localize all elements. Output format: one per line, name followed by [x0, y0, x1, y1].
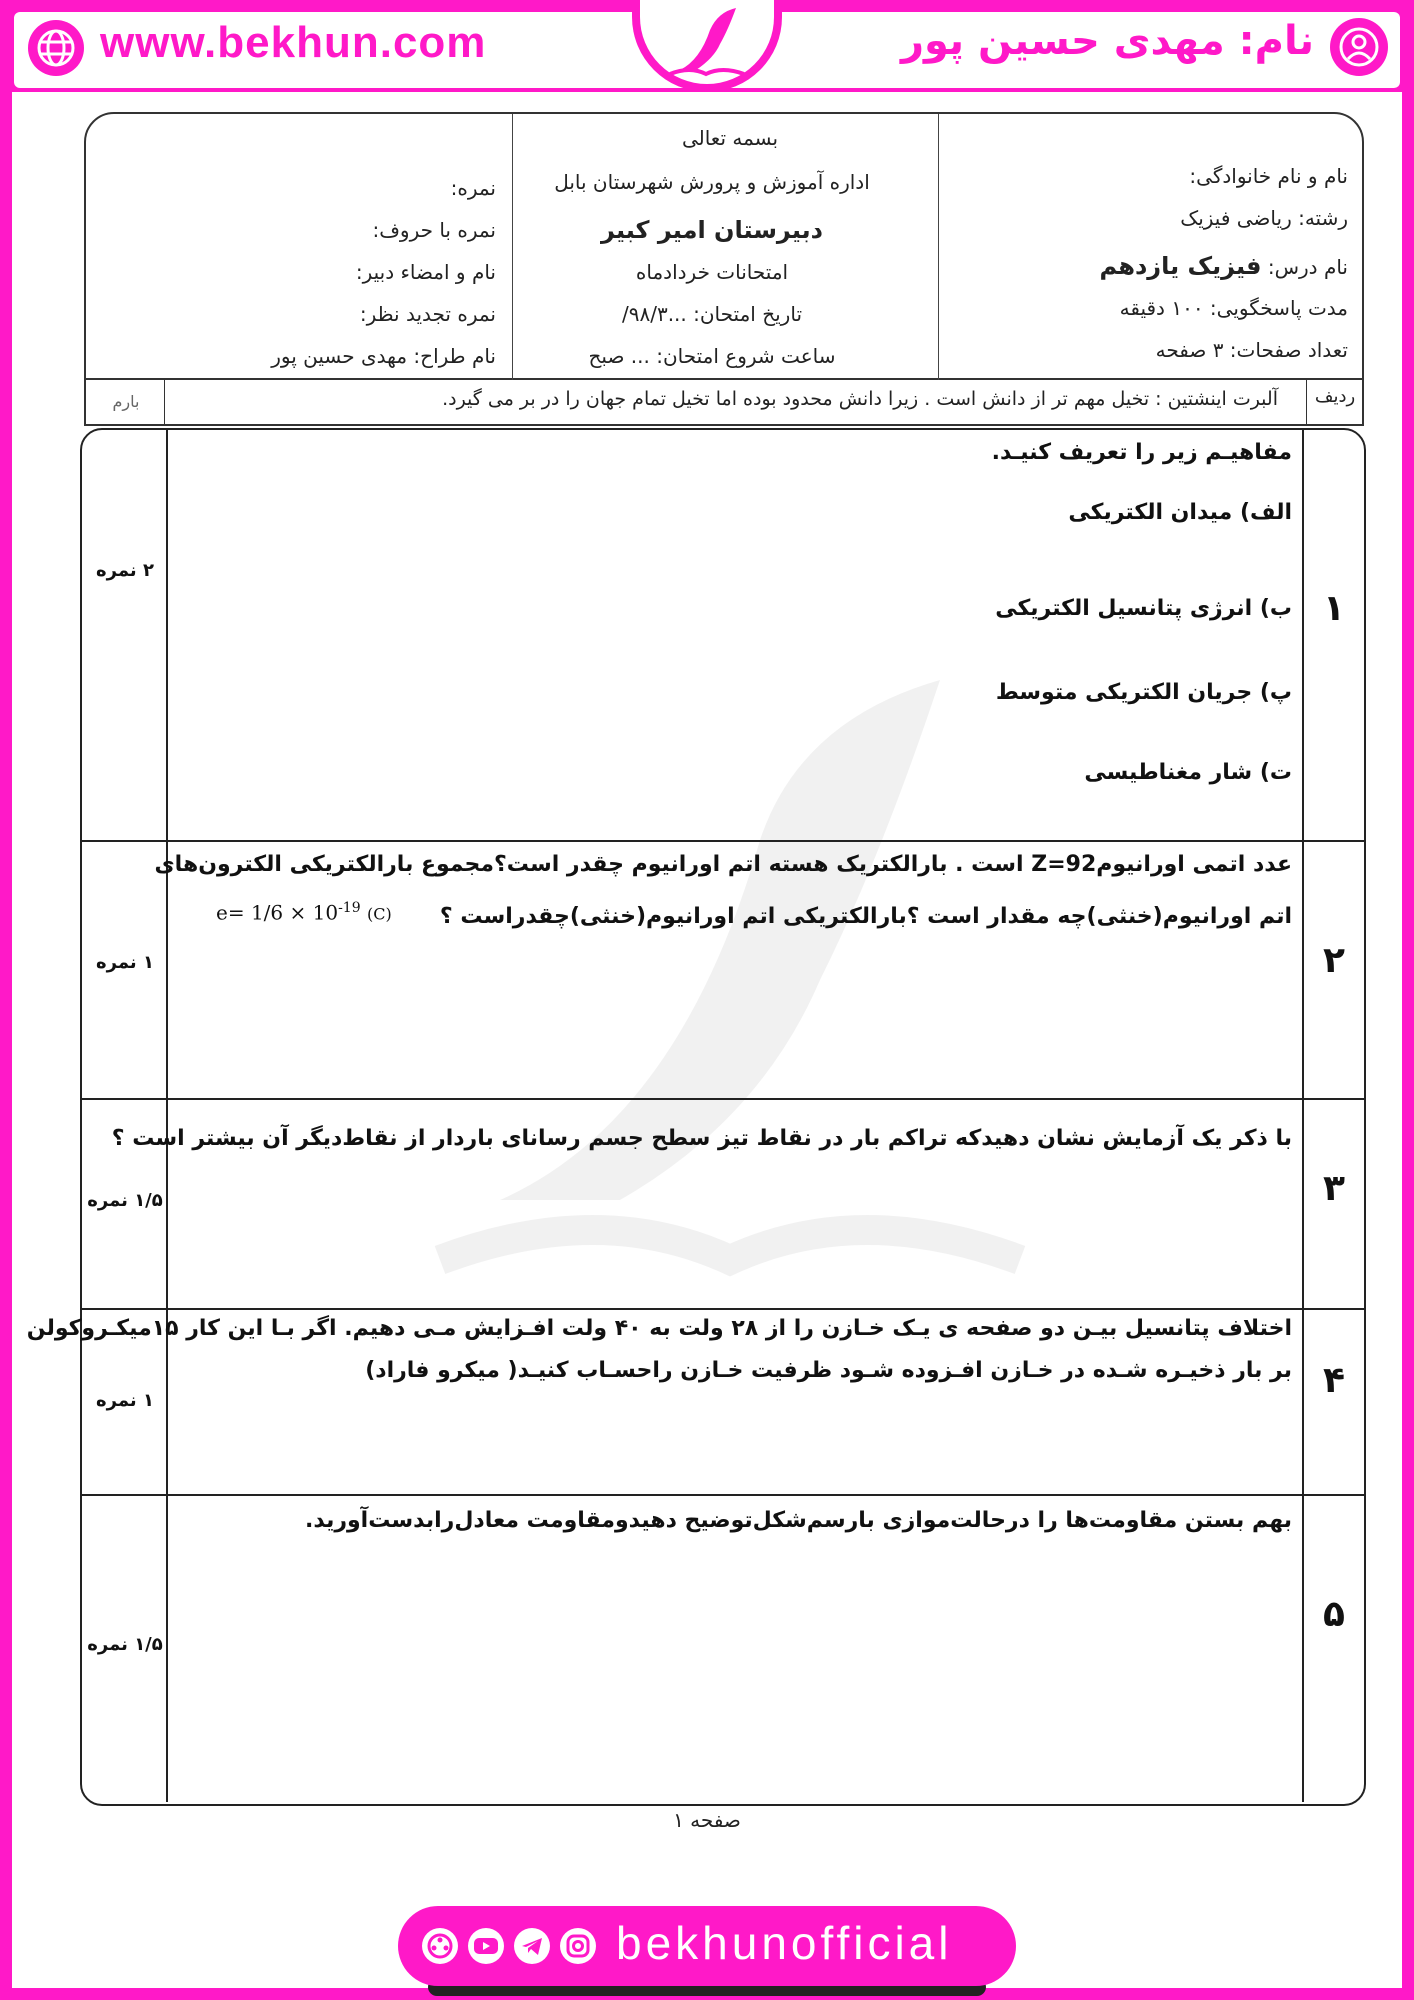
feather-book-icon: [640, 0, 774, 84]
exam-date: تاریخ امتحان: ...۹۸/۳/: [621, 302, 803, 326]
review-label: نمره تجدید نظر:: [359, 302, 496, 326]
exam-time: ساعت شروع امتحان: ... صبح: [588, 344, 836, 368]
brand-logo-inner: [640, 0, 774, 84]
exam-session: امتحانات خردادماه: [635, 260, 789, 284]
page-number: صفحه ۱: [673, 1808, 741, 1832]
youtube-icon[interactable]: [468, 1928, 504, 1964]
author-name: نام: مهدی حسین پور: [900, 18, 1314, 64]
grade-label: نمره:: [450, 176, 496, 200]
instagram-icon[interactable]: [560, 1928, 596, 1964]
site-url[interactable]: www.bekhun.com: [100, 18, 487, 67]
telegram-icon[interactable]: [514, 1928, 550, 1964]
einstein-quote: آلبرت اینشتین : تخیل مهم تر از دانش است . زیرا دانش محدود بوده اما تخیل تمام جهان را در بر می گیرد.: [442, 388, 1278, 410]
school-name: دبیرستان امیر کبیر: [601, 216, 823, 244]
question-number: ۱: [1323, 588, 1345, 629]
question-number: ۳: [1323, 1168, 1345, 1209]
question-text: اختلاف پتانسیل بیـن دو صفحه ی یـک خـازن را از ۲۸ ولت به ۴۰ ولت افـزایش مـی دهیم. اگر بـا این کار ۱۵میکـروکولن: [26, 1316, 1292, 1341]
question-item: ت) شار مغناطیسی: [1084, 760, 1292, 785]
question-score: ۱/۵ نمره: [87, 1190, 163, 1211]
question-text: بهم بستن مقاومت‌ها را درحالت‌موازی بارسم‌شکل‌توضیح دهیدومقاومت معادل‌رابدست‌آورید.: [305, 1508, 1292, 1533]
social-handle[interactable]: bekhunofficial: [616, 1917, 953, 1969]
bismillah: بسمه تعالی: [681, 126, 779, 150]
question-text: عدد اتمی اورانیومZ=92 است . بارالکتریک هسته اتم اورانیوم چقدر است؟مجموع بارالکتریکی الکترون‌های: [154, 852, 1292, 877]
question-text: مفاهیـم زیر را تعریف کنیـد.: [991, 440, 1292, 465]
score-column-header: بارم: [112, 392, 140, 411]
field-label: رشته: ریاضی فیزیک: [1180, 206, 1348, 230]
film-reel-icon[interactable]: [422, 1928, 458, 1964]
duration-label: مدت پاسخگویی: ۱۰۰ دقیقه: [1119, 296, 1348, 320]
pages-label: تعداد صفحات: ۳ صفحه: [1155, 338, 1348, 362]
questions-table: [80, 428, 1366, 1806]
course-name: فیزیک یازدهم: [1099, 252, 1262, 280]
score-column: [84, 430, 168, 1802]
question-score: ۱/۵ نمره: [87, 1634, 163, 1655]
student-name-label: نام و نام خانوادگی:: [1189, 164, 1348, 188]
designer-label: نام طراح: مهدی حسین پور: [271, 344, 496, 368]
electron-charge-formula: $e= 1/6 \times 10^{-19}$ (C): [216, 900, 392, 925]
course-row: [1100, 252, 1348, 280]
question-number: ۲: [1323, 940, 1345, 981]
globe-icon: [28, 20, 84, 76]
grade-letters-label: نمره با حروف:: [372, 218, 496, 242]
social-bar: [398, 1906, 1016, 1986]
question-number: ۵: [1323, 1594, 1345, 1635]
question-item: الف) میدان الکتریکی: [1068, 500, 1292, 525]
question-score: ۱ نمره: [96, 952, 154, 973]
question-text: اتم اورانیوم(خنثی)چه مقدار است ؟بارالکتریکی اتم اورانیوم(خنثی)چقدراست ؟: [439, 904, 1292, 929]
user-icon: [1330, 18, 1388, 76]
question-score: ۲ نمره: [96, 560, 154, 581]
question-number: ۴: [1323, 1360, 1345, 1401]
teacher-label: نام و امضاء دبیر:: [355, 260, 496, 284]
row-column-header: ردیف: [1314, 386, 1356, 407]
question-text: بر بار ذخیـره شـده در خـازن افـزوده شـود ظرفیت خـازن راحسـاب کنیـد( میکرو فاراد): [365, 1358, 1292, 1383]
question-item: ب) انرژی پتانسیل الکتریکی: [995, 596, 1292, 621]
question-item: پ) جریان الکتریکی متوسط: [995, 680, 1292, 705]
question-text: با ذکر یک آزمایش نشان دهیدکه تراکم بار در نقاط تیز سطح جسم رسانای باردار از نقاط‌دیگر آن بیشتر است ؟: [111, 1126, 1292, 1151]
question-score: ۱ نمره: [96, 1390, 154, 1411]
department: اداره آموزش و پرورش شهرستان بابل: [554, 170, 870, 194]
course-label: نام درس:: [1267, 255, 1348, 279]
